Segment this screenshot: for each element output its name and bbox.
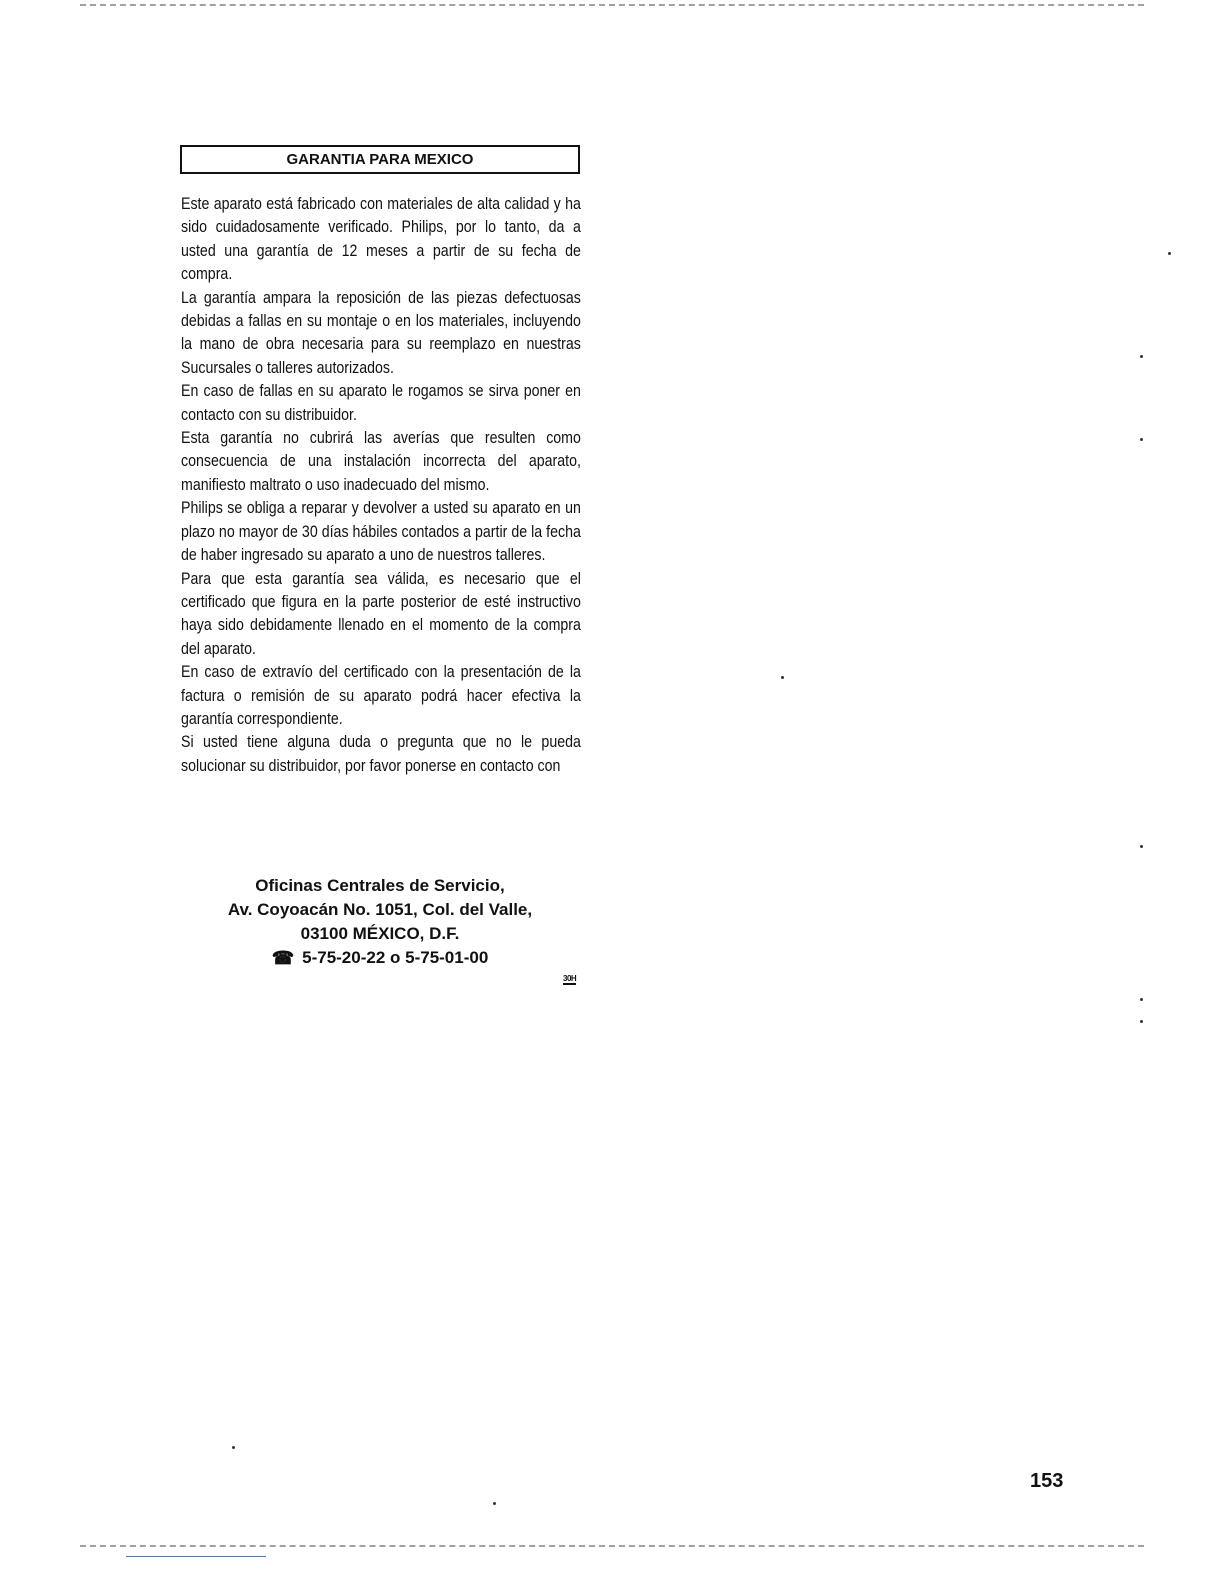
document-title-text: GARANTIA PARA MEXICO bbox=[286, 151, 474, 168]
scan-speck bbox=[1140, 355, 1143, 358]
scan-speck bbox=[1140, 1020, 1143, 1023]
paragraph-lost-certificate: En caso de extravío del certificado con la presentación de la factura o remisión de su aparato podrá hacer efectiva la garantía correspondiente. bbox=[181, 663, 581, 728]
scan-blue-line bbox=[126, 1556, 266, 1557]
paragraph-intro: Este aparato está fabricado con materiales de alta calidad y ha sido cuidadosamente verificado. Philips, por lo tanto, da a usted una garantía de 12 meses a partir de su fecha de compra. bbox=[181, 195, 581, 284]
service-address bbox=[180, 874, 580, 970]
scan-speck bbox=[781, 676, 784, 679]
paragraph-exclusions: Esta garantía no cubrirá las averías que resulten como consecuencia de una instalación incorrecta del aparato, manifiesto maltrato o uso inadecuado del mismo. bbox=[181, 429, 581, 494]
warranty-body bbox=[181, 193, 581, 778]
scan-speck bbox=[1168, 252, 1171, 255]
address-line-office: Oficinas Centrales de Servicio, bbox=[255, 876, 505, 895]
paragraph-validity: Para que esta garantía sea válida, es necesario que el certificado que figura en la parte posterior de esté instructivo haya sido debidamente llenado en el momento de la compra del aparato. bbox=[181, 569, 581, 658]
address-line-street: Av. Coyoacán No. 1051, Col. del Valle, bbox=[227, 900, 533, 919]
scan-speck bbox=[232, 1446, 235, 1449]
scan-speck bbox=[1140, 845, 1143, 848]
scan-border-bottom bbox=[80, 1545, 1144, 1547]
paragraph-contact: Si usted tiene alguna duda o pregunta que no le pueda solucionar su distribuidor, por favor ponerse en contacto con bbox=[181, 733, 581, 775]
scan-border-top bbox=[80, 4, 1144, 6]
paragraph-coverage: La garantía ampara la reposición de las piezas defectuosas debidas a fallas en su montaje o en los materiales, incluyendo la mano de obra necesaria para su reemplazo en nuestras Sucursales o talleres autorizados. bbox=[181, 288, 581, 377]
telephone-icon: ☎ bbox=[271, 948, 295, 968]
document-title bbox=[180, 145, 580, 174]
address-line-phone bbox=[180, 946, 580, 970]
scan-speck bbox=[493, 1502, 496, 1505]
phone-numbers: 5-75-20-22 o 5-75-01-00 bbox=[302, 948, 489, 967]
printer-mark: 30H bbox=[563, 974, 577, 983]
page-number: 153 bbox=[1030, 1470, 1064, 1492]
scan-speck bbox=[1140, 998, 1143, 1001]
paragraph-failures: En caso de fallas en su aparato le rogamos se sirva poner en contacto con su distribuidor. bbox=[181, 382, 581, 424]
address-line-city: 03100 MÉXICO, D.F. bbox=[300, 924, 460, 943]
scan-speck bbox=[1140, 438, 1143, 441]
paragraph-repair-term: Philips se obliga a reparar y devolver a usted su aparato en un plazo no mayor de 30 días hábiles contados a partir de la fecha de haber ingresado su aparato a uno de nuestros talleres. bbox=[181, 499, 581, 565]
